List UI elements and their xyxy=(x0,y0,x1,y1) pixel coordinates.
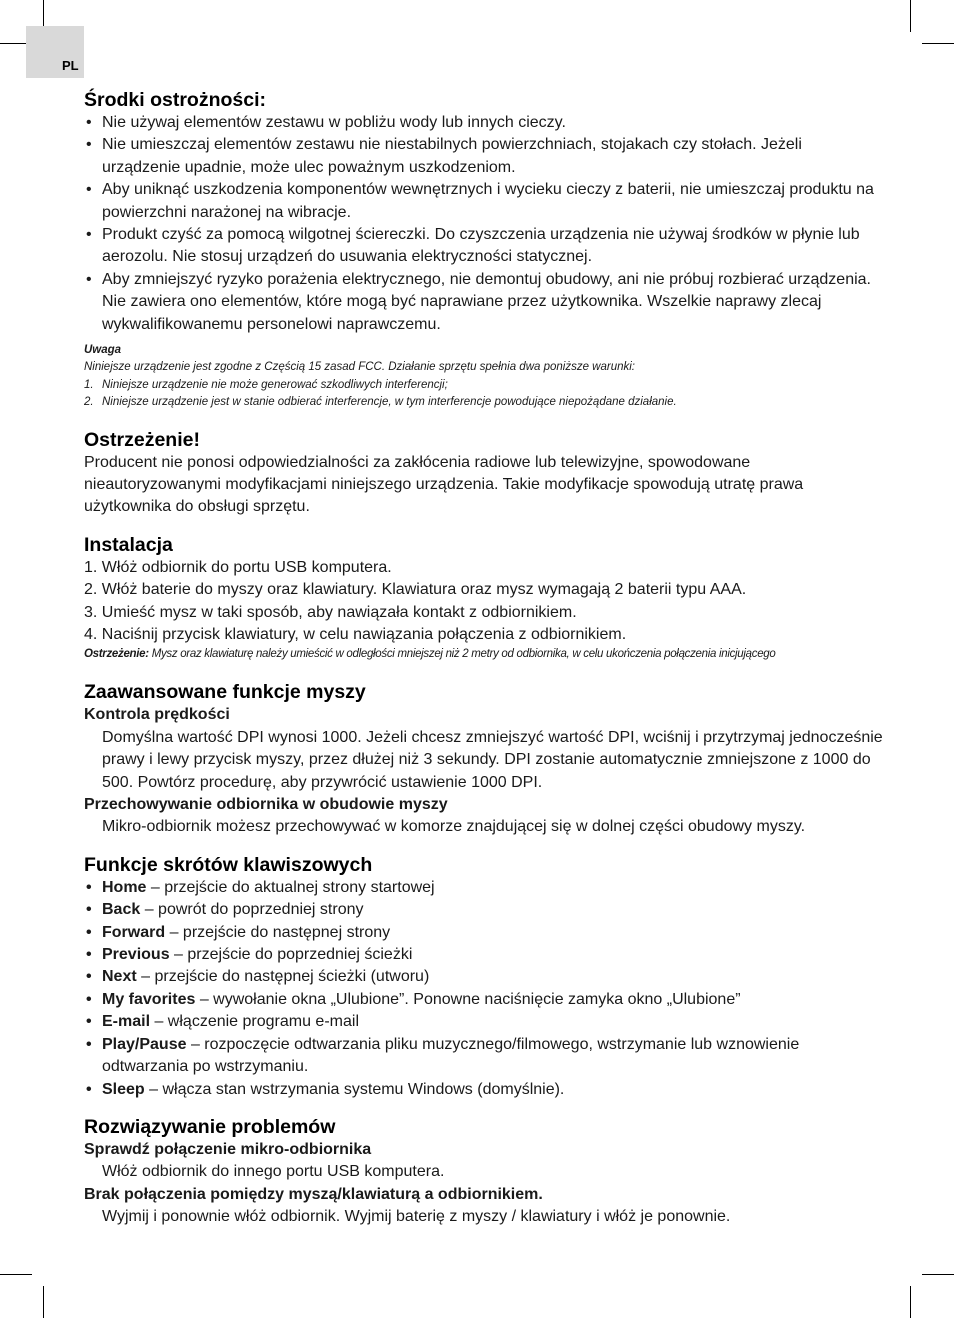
install-step: 2. Włóż baterie do myszy oraz klawiatury. Klawiatura oraz mysz wymagają 2 baterii typu AAA. xyxy=(84,581,747,599)
shortcut-key: Back xyxy=(102,901,141,919)
shortcut-key: Sleep xyxy=(102,1080,145,1098)
note-item-text: Niniejsze urządzenie nie może generować szkodliwych interferencji; xyxy=(102,378,448,391)
install-warning-text: Mysz oraz klawiaturę należy umieścić w odległości mniejszej niż 2 metry od odbiornika, w celu ukończenia połączenia inicjującego xyxy=(148,648,776,661)
list-item xyxy=(84,1079,884,1101)
shortcut-desc: – przejście do aktualnej strony startowej xyxy=(146,878,435,896)
fcc-note xyxy=(84,342,884,412)
warning-heading: Ostrzeżenie! xyxy=(84,428,200,451)
language-tab-label: PL xyxy=(62,58,79,73)
no-connection-title: Brak połączenia pomiędzy myszą/klawiaturą a odbiornikiem. xyxy=(84,1185,543,1203)
list-item xyxy=(84,1034,884,1079)
shortcut-key: Next xyxy=(102,968,137,986)
check-receiver-text: Włóż odbiornik do innego portu USB komputera. xyxy=(102,1163,445,1181)
shortcut-key: My favorites xyxy=(102,990,196,1008)
precautions-heading: Środki ostrożności: xyxy=(84,89,267,111)
speed-control-title: Kontrola prędkości xyxy=(84,706,230,724)
note-item xyxy=(84,394,884,412)
shortcut-key: Previous xyxy=(102,946,170,964)
note-intro: Niniejsze urządzenie jest zgodne z Częścią 15 zasad FCC. Działanie sprzętu spełnia dwa poniższe warunki: xyxy=(84,361,635,374)
list-item xyxy=(84,1011,884,1033)
list-item: • Nie używaj elementów zestawu w pobliżu wody lub innych cieczy. xyxy=(84,112,884,134)
speed-control-text: Domyślna wartość DPI wynosi 1000. Jeżeli chcesz zmniejszyć wartość DPI, wciśnij i przytrzymaj jednocześnie prawy i lewy przycisk myszy, przez dłużej niż 3 sekundy. DPI zostanie automatycznie zmniejszone z 1000 do 500. Powtórz procedurę, aby przywrócić ustawienie 1000 DPI. xyxy=(102,728,883,791)
install-step: 4. Naciśnij przycisk klawiatury, w celu nawiązania połączenia z odbiornikiem. xyxy=(84,626,627,643)
shortcut-desc: – włączenie programu e-mail xyxy=(150,1013,359,1031)
shortcut-desc: – powrót do poprzedniej strony xyxy=(140,901,364,919)
shortcut-key: E-mail xyxy=(102,1013,151,1031)
install-warning xyxy=(84,646,884,662)
no-connection-text: Wyjmij i ponownie włóż odbiornik. Wyjmij baterię z myszy / klawiatury i włóż je ponownie. xyxy=(102,1208,731,1226)
shortcut-key: Home xyxy=(102,878,147,896)
shortcut-desc: – przejście do następnej strony xyxy=(165,923,391,941)
advanced-heading: Zaawansowane funkcje myszy xyxy=(84,681,366,704)
note-item-number: 2. xyxy=(84,396,94,409)
install-warning-label: Ostrzeżenie: xyxy=(84,648,149,661)
list-item: • Aby zmniejszyć ryzyko porażenia elektrycznego, nie demontuj obudowy, ani nie próbuj rozbierać urządzenia. Nie zawiera ono elementów, które mogą być naprawiane przez użytkownika. Wszelkie naprawy zlecaj wykwalifikowanemu personelowi naprawczemu. xyxy=(84,269,884,336)
advanced-features-section xyxy=(84,680,884,838)
language-tab xyxy=(26,26,84,78)
crop-mark-top-right-horizontal xyxy=(922,43,954,44)
list-item: • Nie umieszczaj elementów zestawu nie niestabilnych powierzchniach, stojakach czy stołach. Jeżeli urządzenie upadnie, może ulec poważnym uszkodzeniom. xyxy=(84,134,884,179)
crop-mark-bottom-right-horizontal xyxy=(922,1274,954,1275)
note-item-text: Niniejsze urządzenie jest w stanie odbierać interferencje, w tym interferencje powodujące niepożądane działanie. xyxy=(102,396,677,409)
list-item xyxy=(84,989,884,1011)
install-step: 3. Umieść mysz w taki sposób, aby nawiązała kontakt z odbiornikiem. xyxy=(84,603,577,621)
warning-text: Producent nie ponosi odpowiedzialności za zakłócenia radiowe lub telewizyjne, spowodowane nieautoryzowanymi modyfikacjami niniejszego urządzenia. Takie modyfikacje spowodują utratę prawa użytkownika do obsługi sprzętu. xyxy=(84,453,804,516)
troubleshooting-section xyxy=(84,1115,884,1229)
list-item xyxy=(84,966,884,988)
note-item-number: 1. xyxy=(84,378,94,391)
shortcut-desc: – wywołanie okna „Ulubione”. Ponowne naciśnięcie zamyka okno „Ulubione” xyxy=(195,990,741,1008)
warning-section xyxy=(84,428,884,519)
precautions-section xyxy=(84,88,884,336)
shortcut-key: Forward xyxy=(102,923,166,941)
install-step: 1. Włóż odbiornik do portu USB komputera. xyxy=(84,558,392,576)
manual-content xyxy=(84,88,884,1243)
crop-mark-bottom-right-vertical xyxy=(910,1286,911,1318)
note-title: Uwaga xyxy=(84,344,122,357)
shortcuts-list xyxy=(84,877,884,1101)
troubleshooting-heading: Rozwiązywanie problemów xyxy=(84,1115,336,1138)
list-item: • Aby uniknąć uszkodzenia komponentów wewnętrznych i wycieku cieczy z baterii, nie umieszczaj produktu na powierzchni narażonej na wibracje. xyxy=(84,179,884,224)
shortcut-desc: – przejście do następnej ścieżki (utworu) xyxy=(136,968,430,986)
shortcuts-section xyxy=(84,853,884,1101)
check-receiver-title: Sprawdź połączenie mikro-odbiornika xyxy=(84,1140,372,1158)
crop-mark-bottom-left-vertical xyxy=(43,1286,44,1318)
list-item: • Produkt czyść za pomocą wilgotnej ściereczki. Do czyszczenia urządzenia nie używaj środków w płynie lub aerozolu. Nie stosuj urządzeń do usuwania elektryczności statycznej. xyxy=(84,224,884,269)
crop-mark-bottom-left-horizontal xyxy=(0,1274,32,1275)
installation-section xyxy=(84,533,884,663)
shortcuts-heading: Funkcje skrótów klawiszowych xyxy=(84,853,373,876)
receiver-storage-text: Mikro-odbiornik możesz przechowywać w komorze znajdującej się w dolnej części obudowy myszy. xyxy=(102,818,806,836)
list-item xyxy=(84,944,884,966)
shortcut-desc: – włącza stan wstrzymania systemu Windows (domyślnie). xyxy=(144,1080,565,1098)
shortcut-desc: – rozpoczęcie odtwarzania pliku muzycznego/filmowego, wstrzymanie lub wznowienie odtwarzania po wstrzymaniu. xyxy=(102,1035,800,1076)
list-item xyxy=(84,899,884,921)
list-item xyxy=(84,877,884,899)
list-item xyxy=(84,922,884,944)
shortcut-desc: – przejście do poprzedniej ścieżki xyxy=(169,946,413,964)
precautions-list xyxy=(84,112,884,336)
note-item xyxy=(84,377,884,395)
installation-heading: Instalacja xyxy=(84,533,173,556)
receiver-storage-title: Przechowywanie odbiornika w obudowie myszy xyxy=(84,796,448,814)
shortcut-key: Play/Pause xyxy=(102,1035,187,1053)
crop-mark-top-right-vertical xyxy=(910,0,911,32)
